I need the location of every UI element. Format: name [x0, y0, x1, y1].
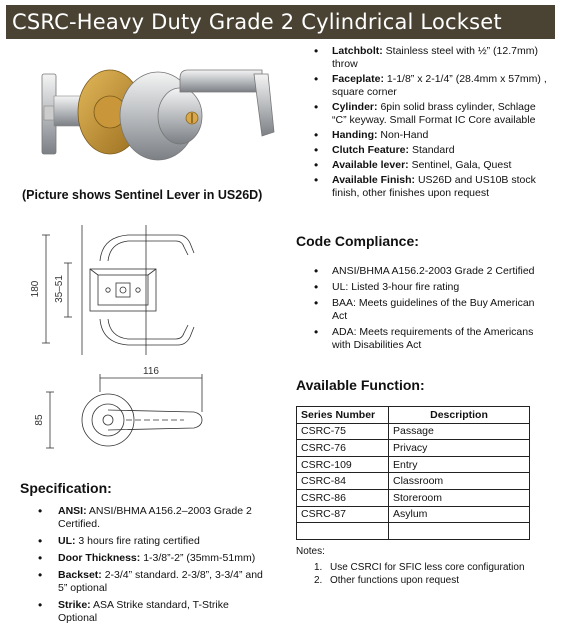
function-table	[296, 406, 530, 540]
notes-list	[314, 561, 554, 587]
list-item: • Available Finish: US26D and US10B stock finish, other finishes upon request	[300, 174, 550, 200]
list-item: • Strike: ASA Strike standard, T-Strike Optional	[30, 599, 270, 625]
table-row	[297, 440, 530, 457]
top-view-drawing	[28, 362, 228, 452]
table-row	[297, 506, 530, 523]
dim-116-label: 116	[143, 366, 159, 377]
photo-caption: (Picture shows Sentinel Lever in US26D)	[22, 188, 263, 202]
table-row	[297, 473, 530, 490]
list-item: • BAA: Meets guidelines of the Buy American Act	[300, 297, 540, 323]
list-item: • Clutch Feature: Standard	[300, 144, 550, 157]
code-compliance-list	[300, 265, 540, 355]
specification-heading: Specification:	[20, 480, 112, 496]
table-cell: Classroom	[389, 473, 530, 490]
list-item: • ADA: Meets requirements of the Americans with Disabilities Act	[300, 326, 540, 352]
list-item: • ANSI/BHMA A156.2-2003 Grade 2 Certified	[300, 265, 540, 278]
list-item: 2. Other functions upon request	[314, 575, 459, 586]
table-cell: Asylum	[389, 506, 530, 523]
code-compliance-heading: Code Compliance:	[296, 233, 419, 249]
feature-list	[300, 45, 550, 202]
column-header: Description	[389, 407, 530, 424]
table-row	[297, 489, 530, 506]
lockset-photo	[30, 44, 280, 169]
list-item: • Handing: Non-Hand	[300, 129, 550, 142]
list-item: • Faceplate: 1-1/8” x 2-1/4” (28.4mm x 57mm) , square corner	[300, 73, 550, 99]
table-cell: CSRC-87	[297, 506, 389, 523]
list-item: • Cylinder: 6pin solid brass cylinder, Schlage “C” keyway. Small Format IC Core available	[300, 101, 550, 127]
column-header: Series Number	[297, 407, 389, 424]
dim-85-label: 85	[34, 414, 45, 426]
dim-35-51-label: 35–51	[54, 275, 65, 303]
notes-label: Notes:	[296, 546, 325, 557]
list-item: 1. Use CSRCI for SFIC less core configuration	[314, 562, 525, 573]
table-cell: Passage	[389, 423, 530, 440]
table-cell: CSRC-109	[297, 456, 389, 473]
table-cell	[297, 523, 389, 540]
table-cell: CSRC-86	[297, 489, 389, 506]
table-header-row	[297, 407, 530, 424]
side-view-drawing	[28, 225, 228, 355]
list-item: • UL: Listed 3-hour fire rating	[300, 281, 540, 294]
table-cell: CSRC-76	[297, 440, 389, 457]
table-cell: CSRC-75	[297, 423, 389, 440]
list-item: • ANSI: ANSI/BHMA A156.2–2003 Grade 2 Certified.	[30, 505, 270, 531]
table-cell: Entry	[389, 456, 530, 473]
available-function-heading: Available Function:	[296, 377, 425, 393]
dim-180-label: 180	[30, 280, 41, 298]
list-item: • Door Thickness: 1-3/8”-2” (35mm-51mm)	[30, 552, 270, 565]
page-title: CSRC-Heavy Duty Grade 2 Cylindrical Lockset	[6, 5, 555, 39]
table-cell: CSRC-84	[297, 473, 389, 490]
table-cell: Privacy	[389, 440, 530, 457]
table-row	[297, 456, 530, 473]
specification-list	[30, 505, 270, 629]
list-item: • Backset: 2-3/4” standard. 2-3/8”, 3-3/4” and 5” optional	[30, 569, 270, 595]
table-row	[297, 423, 530, 440]
list-item: • UL: 3 hours fire rating certified	[30, 535, 270, 548]
table-cell	[389, 523, 530, 540]
table-row	[297, 523, 530, 540]
list-item: • Available lever: Sentinel, Gala, Quest	[300, 159, 550, 172]
list-item: • Latchbolt: Stainless steel with ½” (12.7mm) throw	[300, 45, 550, 71]
table-cell: Storeroom	[389, 489, 530, 506]
